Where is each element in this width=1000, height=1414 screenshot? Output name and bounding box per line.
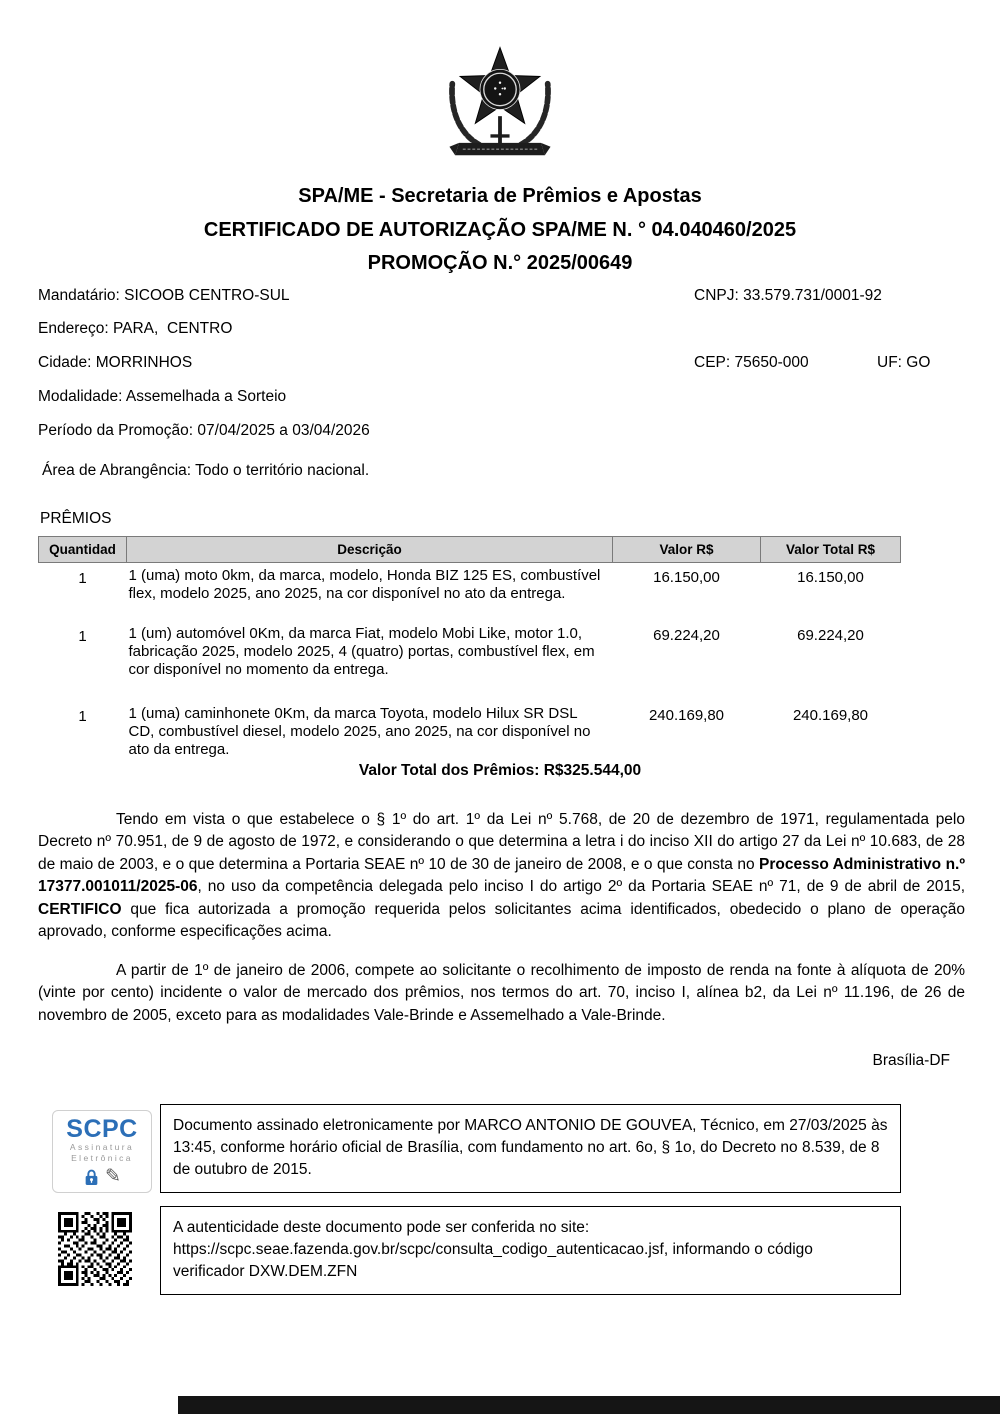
- pencil-icon: ✎: [105, 1166, 121, 1187]
- city-label: Brasília-DF: [872, 1052, 950, 1069]
- field-endereco: Endereço: PARA, CENTRO: [38, 320, 233, 337]
- scpc-logo: [52, 1110, 152, 1193]
- prize-quantity: 1: [78, 707, 87, 725]
- field-mandatario: Mandatário: SICOOB CENTRO-SUL: [38, 287, 290, 304]
- prize-value: 240.169,80: [648, 706, 725, 724]
- prizes-table-header-row: [39, 537, 901, 563]
- prize-description: 1 (um) automóvel 0Km, da marca Fiat, modelo Mobi Like, motor 1.0, fabricação 2025, modelo 2025, 4 (quatro) portas, combustível flex, em cor disponível no momento da entrega.: [128, 624, 595, 678]
- prize-description: 1 (uma) moto 0km, da marca, modelo, Honda BIZ 125 ES, combustível flex, modelo 2025, ano 2025, na cor disponível no ato da entrega.: [128, 567, 601, 602]
- field-cidade: Cidade: MORRINHOS: [38, 354, 193, 371]
- field-modalidade: Modalidade: Assemelhada a Sorteio: [38, 388, 287, 405]
- field-uf: UF: GO: [877, 354, 931, 371]
- authenticity-text: A autenticidade deste documento pode ser conferida no site: https://scpc.seae.fazenda.gov.br/scpc/consulta_codigo_autenticacao.jsf, informando o código verificador DXW.DEM.ZFN: [173, 1219, 813, 1280]
- prize-quantity: 1: [78, 627, 87, 645]
- prize-value: 69.224,20: [653, 626, 720, 644]
- p1-text-c: que fica autorizada a promoção requerida pelos solicitantes acima identificados, obedecido o plano de operação aprovado, conforme especificações acima.: [38, 900, 965, 940]
- prize-quantity: 1: [78, 570, 87, 587]
- prize-row-1: [39, 563, 901, 621]
- org-name: SPA/ME - Secretaria de Prêmios e Apostas: [298, 185, 702, 207]
- p1-text-a: Tendo em vista o que estabelece o § 1º do art. 1º da Lei nº 5.768, de 20 de dezembro de 1971, regulamentada pelo Decreto nº 70.951, de 9 de agosto de 1972, e considerando o que determina a letra i do inciso XII do artigo 27 da Lei nº 10.683, de 28 de maio de 2003, e o que determina a Portaria SEAE nº 10 de 30 de janeiro de 2008, e o que consta no: [38, 810, 965, 873]
- promotion-number: PROMOÇÃO N.° 2025/00649: [367, 252, 633, 274]
- process-number: Processo Administrativo n.º 17377.001011/2025-06: [38, 855, 965, 895]
- bottom-bar: [178, 1396, 1000, 1414]
- prize-total-value: 69.224,20: [797, 626, 864, 644]
- col-header-valor-total: Valor Total R$: [761, 537, 901, 563]
- signature-text: Documento assinado eletronicamente por MARCO ANTONIO DE GOUVEA, Técnico, em 27/03/2025 às 13:45, conforme horário oficial de Brasília, com fundamento no art. 6o, § 1o, do Decreto no 8.539, de 8 de outubro de 2015.: [173, 1117, 888, 1178]
- prize-description: 1 (uma) caminhonete 0Km, da marca Toyota, modelo Hilux SR DSL CD, combustível diesel, modelo 2025, ano 2025, na cor disponível no ato da entrega.: [128, 704, 591, 758]
- scpc-logo-text: SCPC: [66, 1115, 138, 1143]
- lock-icon: [83, 1169, 100, 1186]
- field-area-abrangencia: Área de Abrangência: Todo o território nacional.: [42, 462, 370, 479]
- signature-box: [160, 1104, 901, 1193]
- col-header-descricao: Descrição: [127, 537, 613, 563]
- prize-total-value: 240.169,80: [792, 706, 869, 724]
- prize-row-2: [39, 621, 901, 701]
- certifico-emphasis: CERTIFICO: [38, 900, 122, 918]
- legal-paragraph-1: [38, 809, 965, 944]
- prize-value: 16.150,00: [653, 569, 720, 586]
- prizes-table: [38, 536, 901, 761]
- col-header-quantidade: Quantidad: [39, 537, 127, 563]
- field-cep: CEP: 75650-000: [694, 354, 809, 371]
- prize-row-3: [39, 701, 901, 761]
- field-cnpj: CNPJ: 33.579.731/0001-92: [694, 287, 882, 304]
- prize-total-value: 16.150,00: [797, 569, 864, 586]
- authenticity-box: [160, 1206, 901, 1295]
- scpc-logo-icons: [57, 1168, 147, 1186]
- col-header-valor: Valor R$: [613, 537, 761, 563]
- scpc-logo-subtitle-2: Eletrônica: [71, 1153, 133, 1163]
- scpc-logo-subtitle-1: Assinatura: [69, 1142, 135, 1152]
- brazil-coat-of-arms-icon: [438, 36, 562, 162]
- legal-paragraph-2: A partir de 1º de janeiro de 2006, compete ao solicitante o recolhimento de imposto de renda na fonte à alíquota de 20% (vinte por cento) incidente o valor de mercado dos prêmios, nos termos do art. 70, inciso I, alínea b2, da Lei nº 11.196, de 26 de novembro de 2005, exceto para as modalidades Vale-Brinde e Assemelhado a Vale-Brinde.: [38, 961, 965, 1024]
- field-periodo: Período da Promoção: 07/04/2025 a 03/04/2026: [38, 422, 370, 439]
- certificate-title: CERTIFICADO DE AUTORIZAÇÃO SPA/ME N. ° 04.040460/2025: [203, 219, 797, 241]
- qr-code: [58, 1212, 132, 1286]
- p1-text-b: , no uso da competência delegada pelo inciso I do artigo 2º da Portaria SEAE nº 71, de 9 de abril de 2015,: [197, 878, 965, 895]
- prizes-total-value: Valor Total dos Prêmios: R$325.544,00: [358, 762, 642, 779]
- premios-section-title: PRÊMIOS: [40, 510, 112, 527]
